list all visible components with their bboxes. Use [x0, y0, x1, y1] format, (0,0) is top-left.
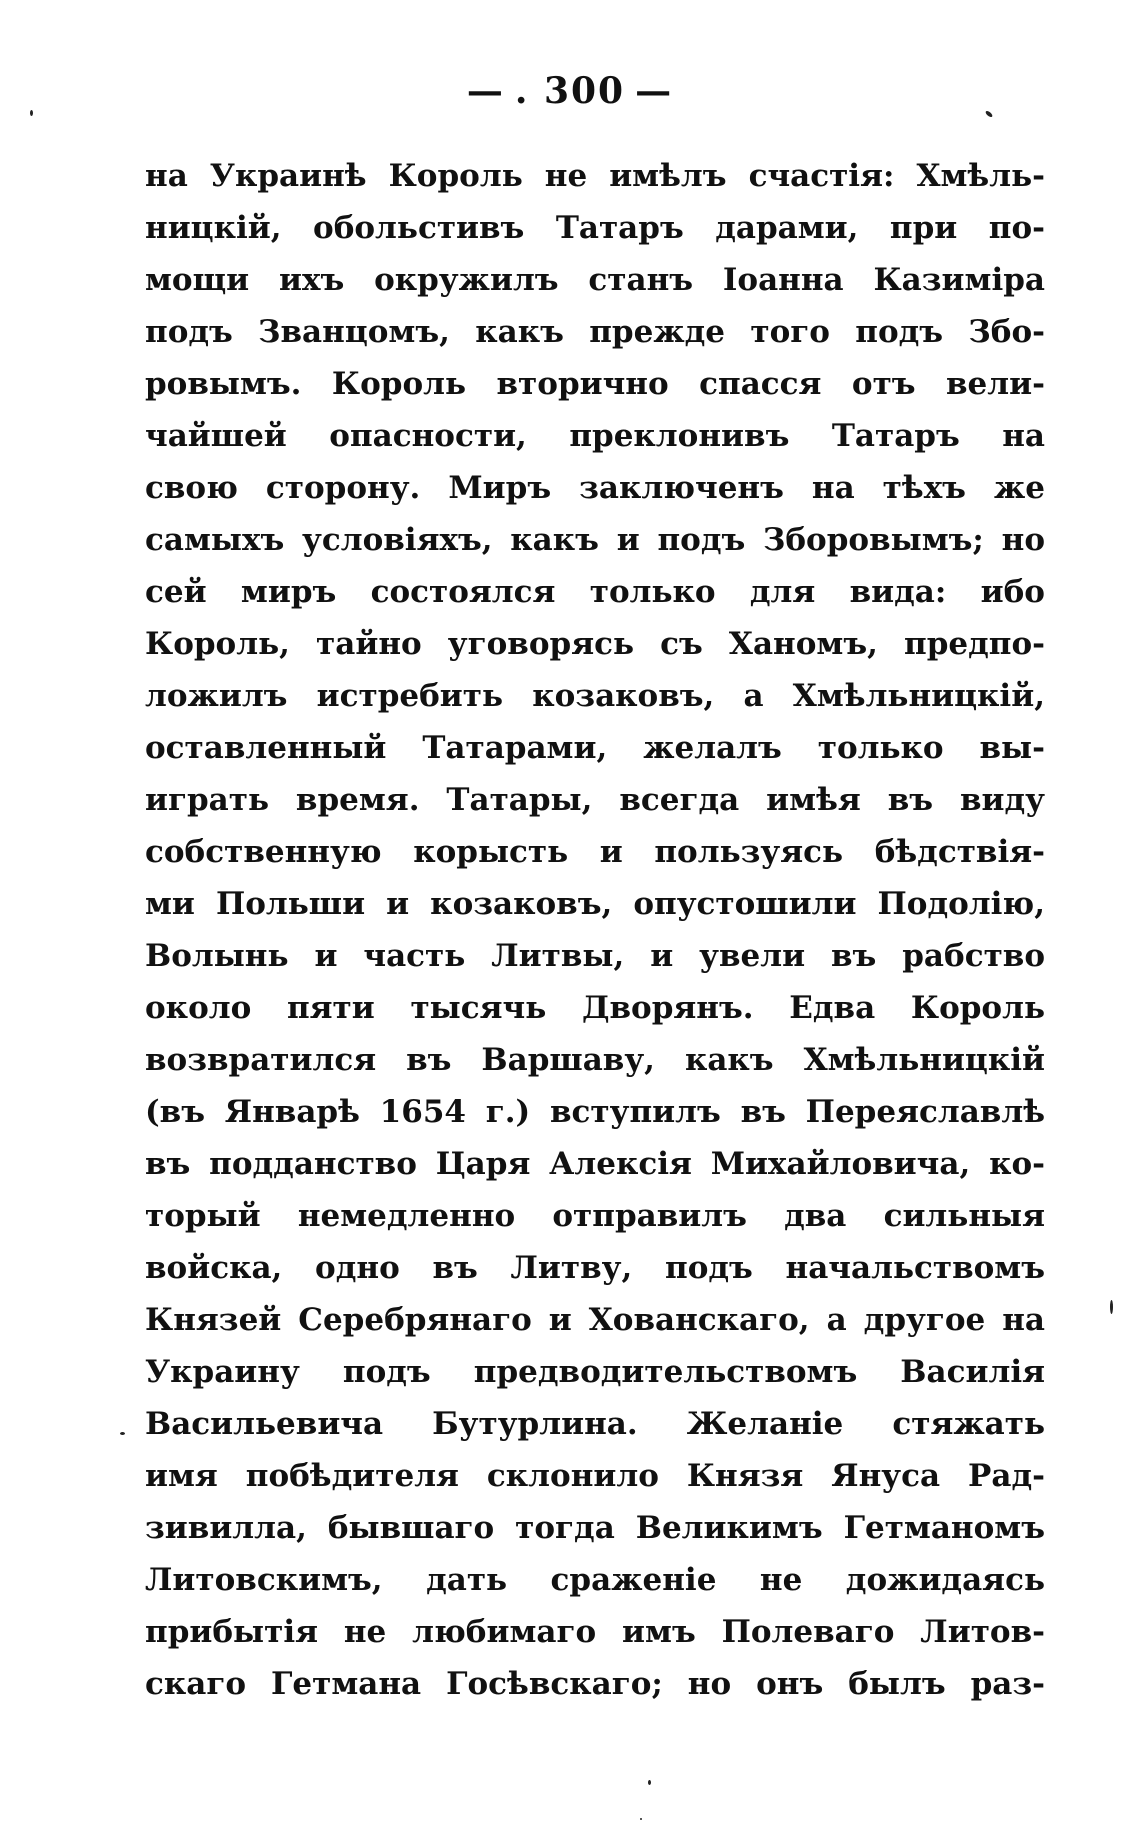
text-line: самыхъ условіяхъ, какъ и подъ Зборовымъ; но — [145, 522, 1045, 558]
page-number: . 300 — [514, 70, 626, 112]
text-line: оставленный Татарами, желалъ только вы- — [145, 730, 1045, 766]
scan-speck — [640, 1818, 642, 1820]
header-dash-left: — — [466, 70, 505, 112]
scan-speck — [1110, 1300, 1113, 1314]
text-line: ницкій, обольстивъ Татаръ дарами, при по- — [145, 210, 1045, 246]
text-line: подъ Званцомъ, какъ прежде того подъ Збо- — [145, 314, 1045, 350]
text-line: Волынь и часть Литвы, и увели въ рабство — [145, 938, 1045, 974]
text-line: Князей Серебрянаго и Хованскаго, а другое на — [145, 1302, 1045, 1338]
scan-speck — [120, 1432, 125, 1435]
text-line: собственную корысть и пользуясь бѣдствія- — [145, 834, 1045, 870]
text-line: ми Польши и козаковъ, опустошили Подолію, — [145, 886, 1045, 922]
body-text — [145, 150, 1045, 1710]
scan-speck — [30, 110, 33, 116]
text-line: свою сторону. Миръ заключенъ на тѣхъ же — [145, 470, 1045, 506]
text-line: въ подданство Царя Алексія Михайловича, ко- — [145, 1146, 1045, 1182]
text-line: торый немедленно отправилъ два сильныя — [145, 1198, 1045, 1234]
text-line: ровымъ. Король вторично спасся отъ вели- — [145, 366, 1045, 402]
text-line: играть время. Татары, всегда имѣя въ виду — [145, 782, 1045, 818]
text-line: мощи ихъ окружилъ станъ Іоанна Казиміра — [145, 262, 1045, 298]
text-line: ложилъ истребить козаковъ, а Хмѣльницкій, — [145, 678, 1045, 714]
text-line: на Украинѣ Король не имѣлъ счастія: Хмѣль- — [145, 158, 1045, 194]
page-header — [0, 70, 1140, 112]
text-line: войска, одно въ Литву, подъ начальствомъ — [145, 1250, 1045, 1286]
text-line: сей миръ состоялся только для вида: ибо — [145, 574, 1045, 610]
text-line: Украину подъ предводительствомъ Василія — [145, 1354, 1045, 1390]
text-line: прибытія не любимаго имъ Полеваго Литов- — [145, 1614, 1045, 1650]
text-line: Литовскимъ, дать сраженіе не дожидаясь — [145, 1562, 1045, 1598]
text-line: Васильевича Бутурлина. Желаніе стяжать — [145, 1406, 1045, 1442]
scan-speck — [648, 1780, 651, 1785]
text-line: Король, тайно уговорясь съ Ханомъ, предпо- — [145, 626, 1045, 662]
header-dash-right: — — [635, 70, 674, 112]
text-line: зивилла, бывшаго тогда Великимъ Гетманомъ — [145, 1510, 1045, 1546]
text-line: скаго Гетмана Госѣвскаго; но онъ былъ раз- — [145, 1666, 1045, 1702]
text-line: имя побѣдителя склонило Князя Януса Рад- — [145, 1458, 1045, 1494]
text-line: чайшей опасности, преклонивъ Татаръ на — [145, 418, 1045, 454]
text-line: (въ Январѣ 1654 г.) вступилъ въ Переяславлѣ — [145, 1094, 1045, 1130]
text-line: возвратился въ Варшаву, какъ Хмѣльницкій — [145, 1042, 1045, 1078]
text-line: около пяти тысячь Дворянъ. Едва Король — [145, 990, 1045, 1026]
